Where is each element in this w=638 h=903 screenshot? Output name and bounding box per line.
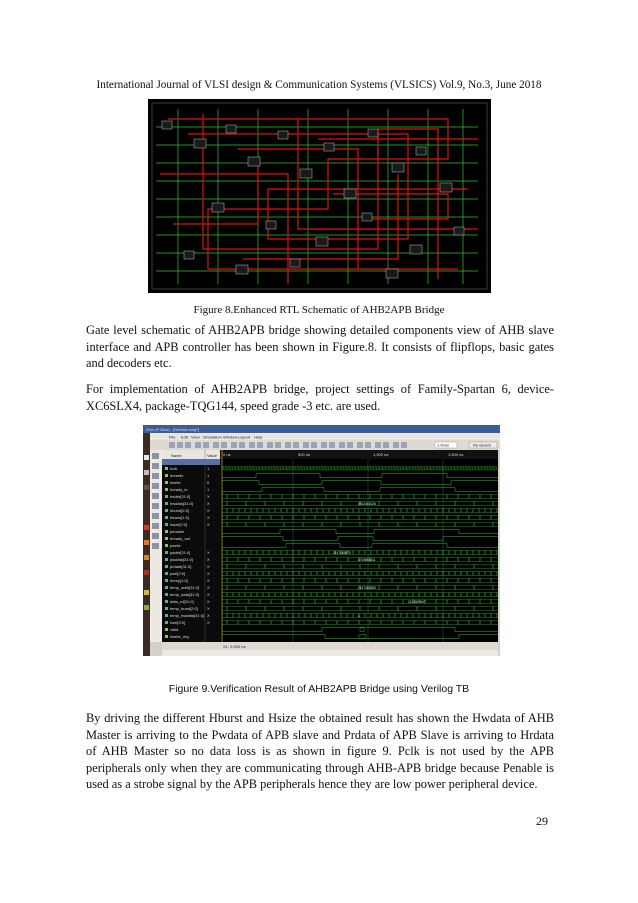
signal-value: X (207, 620, 210, 625)
rtl-schematic-figure (148, 99, 491, 293)
signal-name[interactable]: valid (170, 627, 179, 632)
time-label: 1,500 ns (448, 452, 464, 457)
value-column-header: Value (207, 453, 217, 458)
signal-name[interactable]: paddr[31:0] (170, 550, 191, 555)
signal-type-icon (165, 523, 168, 526)
signal-type-icon (165, 607, 168, 610)
signal-value: X (207, 557, 210, 562)
signal-type-icon (165, 614, 168, 617)
signal-type-icon (165, 495, 168, 498)
paragraph-1: Gate level schematic of AHB2APB bridge showing detailed components view of AHB slave interface and APB controller has been shown in Figure.8. It consists of flipflops, basic gates and decoders etc. (86, 323, 554, 370)
isim-waveform-figure (143, 425, 500, 667)
signal-type-icon (165, 509, 168, 512)
signal-name[interactable]: htrans[1:0] (170, 515, 189, 520)
signal-type-icon (165, 544, 168, 547)
signal-type-icon (165, 558, 168, 561)
signal-type-icon (165, 572, 168, 575)
signal-type-icon (165, 530, 168, 533)
signal-value: 1 (207, 473, 210, 478)
relaunch-label: Re-launch (473, 442, 492, 448)
sim-time-value: 1.00us (437, 442, 450, 448)
running-header: International Journal of VLSI design & Communication Systems (VLSICS) Vol.9, No.3, June 2018 (96, 79, 542, 91)
signal-value: X (207, 501, 210, 506)
signal-type-icon (165, 488, 168, 491)
signal-name[interactable]: temp_data[31:0] (170, 592, 199, 597)
signal-name[interactable]: hready_in (170, 487, 188, 492)
figure-8-caption: Figure 8.Enhanced RTL Schematic of AHB2APB Bridge (193, 304, 445, 316)
signal-value: X (207, 515, 210, 520)
signal-value: X (207, 550, 210, 555)
signal-type-icon (165, 551, 168, 554)
menu-edit[interactable]: Edit (181, 434, 188, 440)
menu-simulation[interactable]: Simulation (203, 434, 222, 440)
signal-name[interactable]: penable (170, 529, 185, 534)
status-time: X1: 0.000 ns (223, 644, 246, 649)
signal-value: X (207, 571, 210, 576)
signal-name[interactable]: hwdata[31:0] (170, 501, 193, 506)
bus-value-label: 1 (358, 613, 360, 618)
signal-name[interactable]: hclk (170, 466, 178, 471)
signal-value: X (207, 585, 210, 590)
paragraph-2: For implementation of AHB2APB bridge, project settings of Family-Spartan 6, device-XC6SLX4, package-TQG144, speed grade -3 etc. are used. (86, 382, 554, 413)
signal-name[interactable]: temp_addr[31:0] (170, 585, 200, 590)
signal-type-icon (165, 621, 168, 624)
signal-name[interactable]: psel[2:0] (170, 571, 186, 576)
time-label: 1,000 ns (373, 452, 389, 457)
signal-type-icon (165, 635, 168, 638)
signal-name[interactable]: temp_burst[2:0] (170, 606, 198, 611)
bus-value-label: 2214525547 (408, 599, 426, 604)
signal-value: X (207, 494, 210, 499)
signal-name[interactable]: pwrite (170, 543, 181, 548)
menu-window[interactable]: Window (223, 434, 238, 440)
signal-type-icon (165, 502, 168, 505)
signal-name[interactable]: hready_out (170, 536, 191, 541)
signal-value: X (207, 606, 210, 611)
signal-name[interactable]: prdata[31:0] (170, 564, 192, 569)
signal-name[interactable]: pwdata[31:0] (170, 557, 193, 562)
signal-name[interactable]: hburst[2:0] (170, 508, 189, 513)
signal-type-icon (165, 481, 168, 484)
menu-help[interactable]: Help (254, 434, 263, 440)
signal-type-icon (165, 593, 168, 596)
signal-value: X (207, 592, 210, 597)
signal-type-icon (165, 600, 168, 603)
page-number: 29 (536, 814, 548, 828)
signal-value: 0 (207, 480, 210, 485)
menu-view[interactable]: View (191, 434, 200, 440)
signal-type-icon (165, 467, 168, 470)
signal-type-icon (165, 579, 168, 582)
menu-layout[interactable]: Layout (238, 434, 251, 440)
signal-type-icon (165, 586, 168, 589)
signal-name[interactable]: haddr[31:0] (170, 494, 191, 499)
signal-name[interactable]: hwrite_reg (170, 634, 189, 639)
menu-file[interactable]: File (169, 434, 176, 440)
signal-value: X (207, 578, 210, 583)
name-column-header: Name (171, 453, 182, 458)
signal-value: X (207, 508, 210, 513)
bus-value-label: 3912461026 (358, 501, 376, 506)
bus-value-label: 2147483650 (358, 585, 376, 590)
bus-value-label: 3719853411 (358, 557, 376, 562)
isim-window (143, 425, 500, 667)
time-label: 0 ns (223, 452, 231, 457)
isim-title: ISim (P.28xd) - [Default.wcfg*] (146, 427, 200, 432)
signal-type-icon (165, 516, 168, 519)
time-label: 500 ns (298, 452, 311, 457)
signal-type-icon (165, 537, 168, 540)
signal-value: X (207, 613, 210, 618)
rtl-schematic-drawing (148, 99, 491, 293)
signal-value: X (207, 599, 210, 604)
signal-name[interactable]: hresp[1:0] (170, 578, 188, 583)
signal-value: X (207, 522, 210, 527)
signal-name[interactable]: hresetn (170, 473, 184, 478)
signal-type-icon (165, 628, 168, 631)
signal-name[interactable]: hwrite (170, 480, 181, 485)
signal-name[interactable]: temp_hwdata[31:0] (170, 613, 205, 618)
signal-type-icon (165, 474, 168, 477)
figure-9-caption: Figure 9.Verification Result of AHB2APB Bridge using Verilog TB (168, 683, 470, 695)
signal-value: X (207, 564, 210, 569)
paragraph-3: By driving the different Hburst and Hsize the obtained result has shown the Hwdata of AHB Master is arriving to the Pwdata of APB slave and Prdata of APB Slave is arriving to Hrdata of AHB Master so no data loss is as shown in figure 9. Pclk is not used by the APB peripherals only when they are communicating through AHB-APB bridge because Penable is used as a strobe signal by the APB peripherals hence they are low power peripheral device. (86, 711, 554, 791)
signal-value: 1 (207, 466, 210, 471)
signal-name[interactable]: hsize[2:0] (170, 522, 188, 527)
bus-value-label: 2147483670 (333, 550, 351, 555)
signal-name[interactable]: hsel[2:0] (170, 620, 186, 625)
signal-value: 1 (207, 487, 210, 492)
signal-name[interactable]: data_rd[31:0] (170, 599, 194, 604)
signal-type-icon (165, 565, 168, 568)
